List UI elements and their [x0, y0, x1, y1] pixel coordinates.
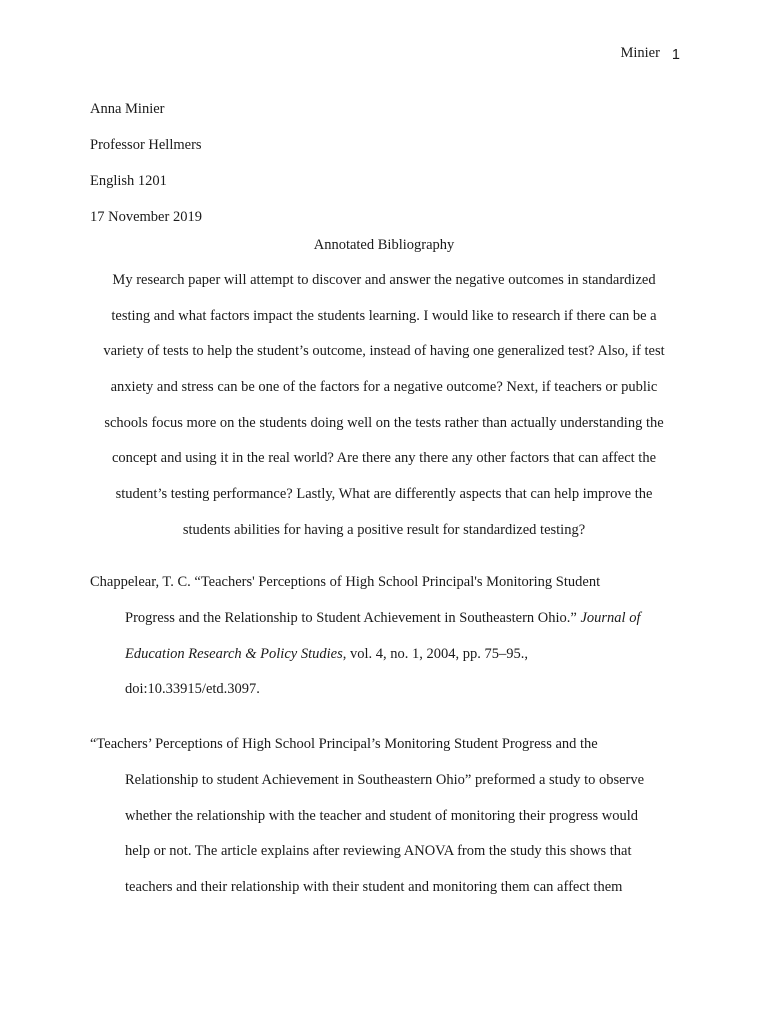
- intro-line: concept and using it in the real world? Are there any there any other factors that can affect the: [111, 450, 657, 467]
- student-name: Anna Minier: [90, 101, 165, 117]
- course-name: English 1201: [90, 173, 167, 189]
- journal-title: Journal of: [580, 609, 641, 626]
- citation-text: , vol. 4, no. 1, 2004, pp. 75–95.,: [342, 645, 528, 662]
- annotation-line: Relationship to student Achievement in Southeastern Ohio” preformed a study to observe: [125, 771, 645, 788]
- document-title: Annotated Bibliography: [313, 237, 455, 253]
- annotation-line: teachers and their relationship with their student and monitoring them can affect them: [125, 879, 623, 896]
- annotation-line: “Teachers’ Perceptions of High School Principal’s Monitoring Student Progress and the: [90, 736, 598, 752]
- intro-line: students abilities for having a positive result for standardized testing?: [182, 521, 586, 538]
- mla-heading: [90, 91, 202, 235]
- intro-line: schools focus more on the students doing well on the tests rather than actually understanding the: [104, 414, 664, 431]
- instructor-name: Professor Hellmers: [90, 137, 202, 153]
- bibliography-citation: [90, 565, 690, 708]
- document-date: 17 November 2019: [90, 209, 202, 225]
- intro-line: testing and what factors impact the students learning. I would like to research if there can be a: [111, 307, 657, 324]
- annotation-line: whether the relationship with the teacher and student of monitoring their progress would: [125, 807, 639, 824]
- annotation-paragraph: [90, 727, 690, 906]
- intro-paragraph: [88, 263, 680, 549]
- page-number: 1: [671, 47, 680, 63]
- journal-title: Education Research & Policy Studies: [125, 645, 343, 662]
- citation-line: [90, 601, 690, 637]
- annotation-line: help or not. The article explains after reviewing ANOVA from the study this shows that: [125, 843, 632, 860]
- intro-line: anxiety and stress can be one of the factors for a negative outcome? Next, if teachers or public: [110, 379, 658, 396]
- citation-doi: doi:10.33915/etd.3097.: [125, 681, 260, 698]
- header-author-surname: Minier: [620, 45, 660, 61]
- citation-line: [90, 637, 690, 673]
- intro-line: student’s testing performance? Lastly, What are differently aspects that can help improve the: [115, 486, 653, 503]
- citation-text: Progress and the Relationship to Student Achievement in Southeastern Ohio.”: [125, 609, 581, 626]
- running-header: [620, 45, 680, 62]
- intro-line: variety of tests to help the student’s outcome, instead of having one generalized test? Also, if test: [103, 343, 665, 360]
- citation-line: Chappelear, T. C. “Teachers' Perceptions of High School Principal's Monitoring Student: [90, 574, 601, 590]
- intro-line: My research paper will attempt to discover and answer the negative outcomes in standardized: [112, 272, 656, 288]
